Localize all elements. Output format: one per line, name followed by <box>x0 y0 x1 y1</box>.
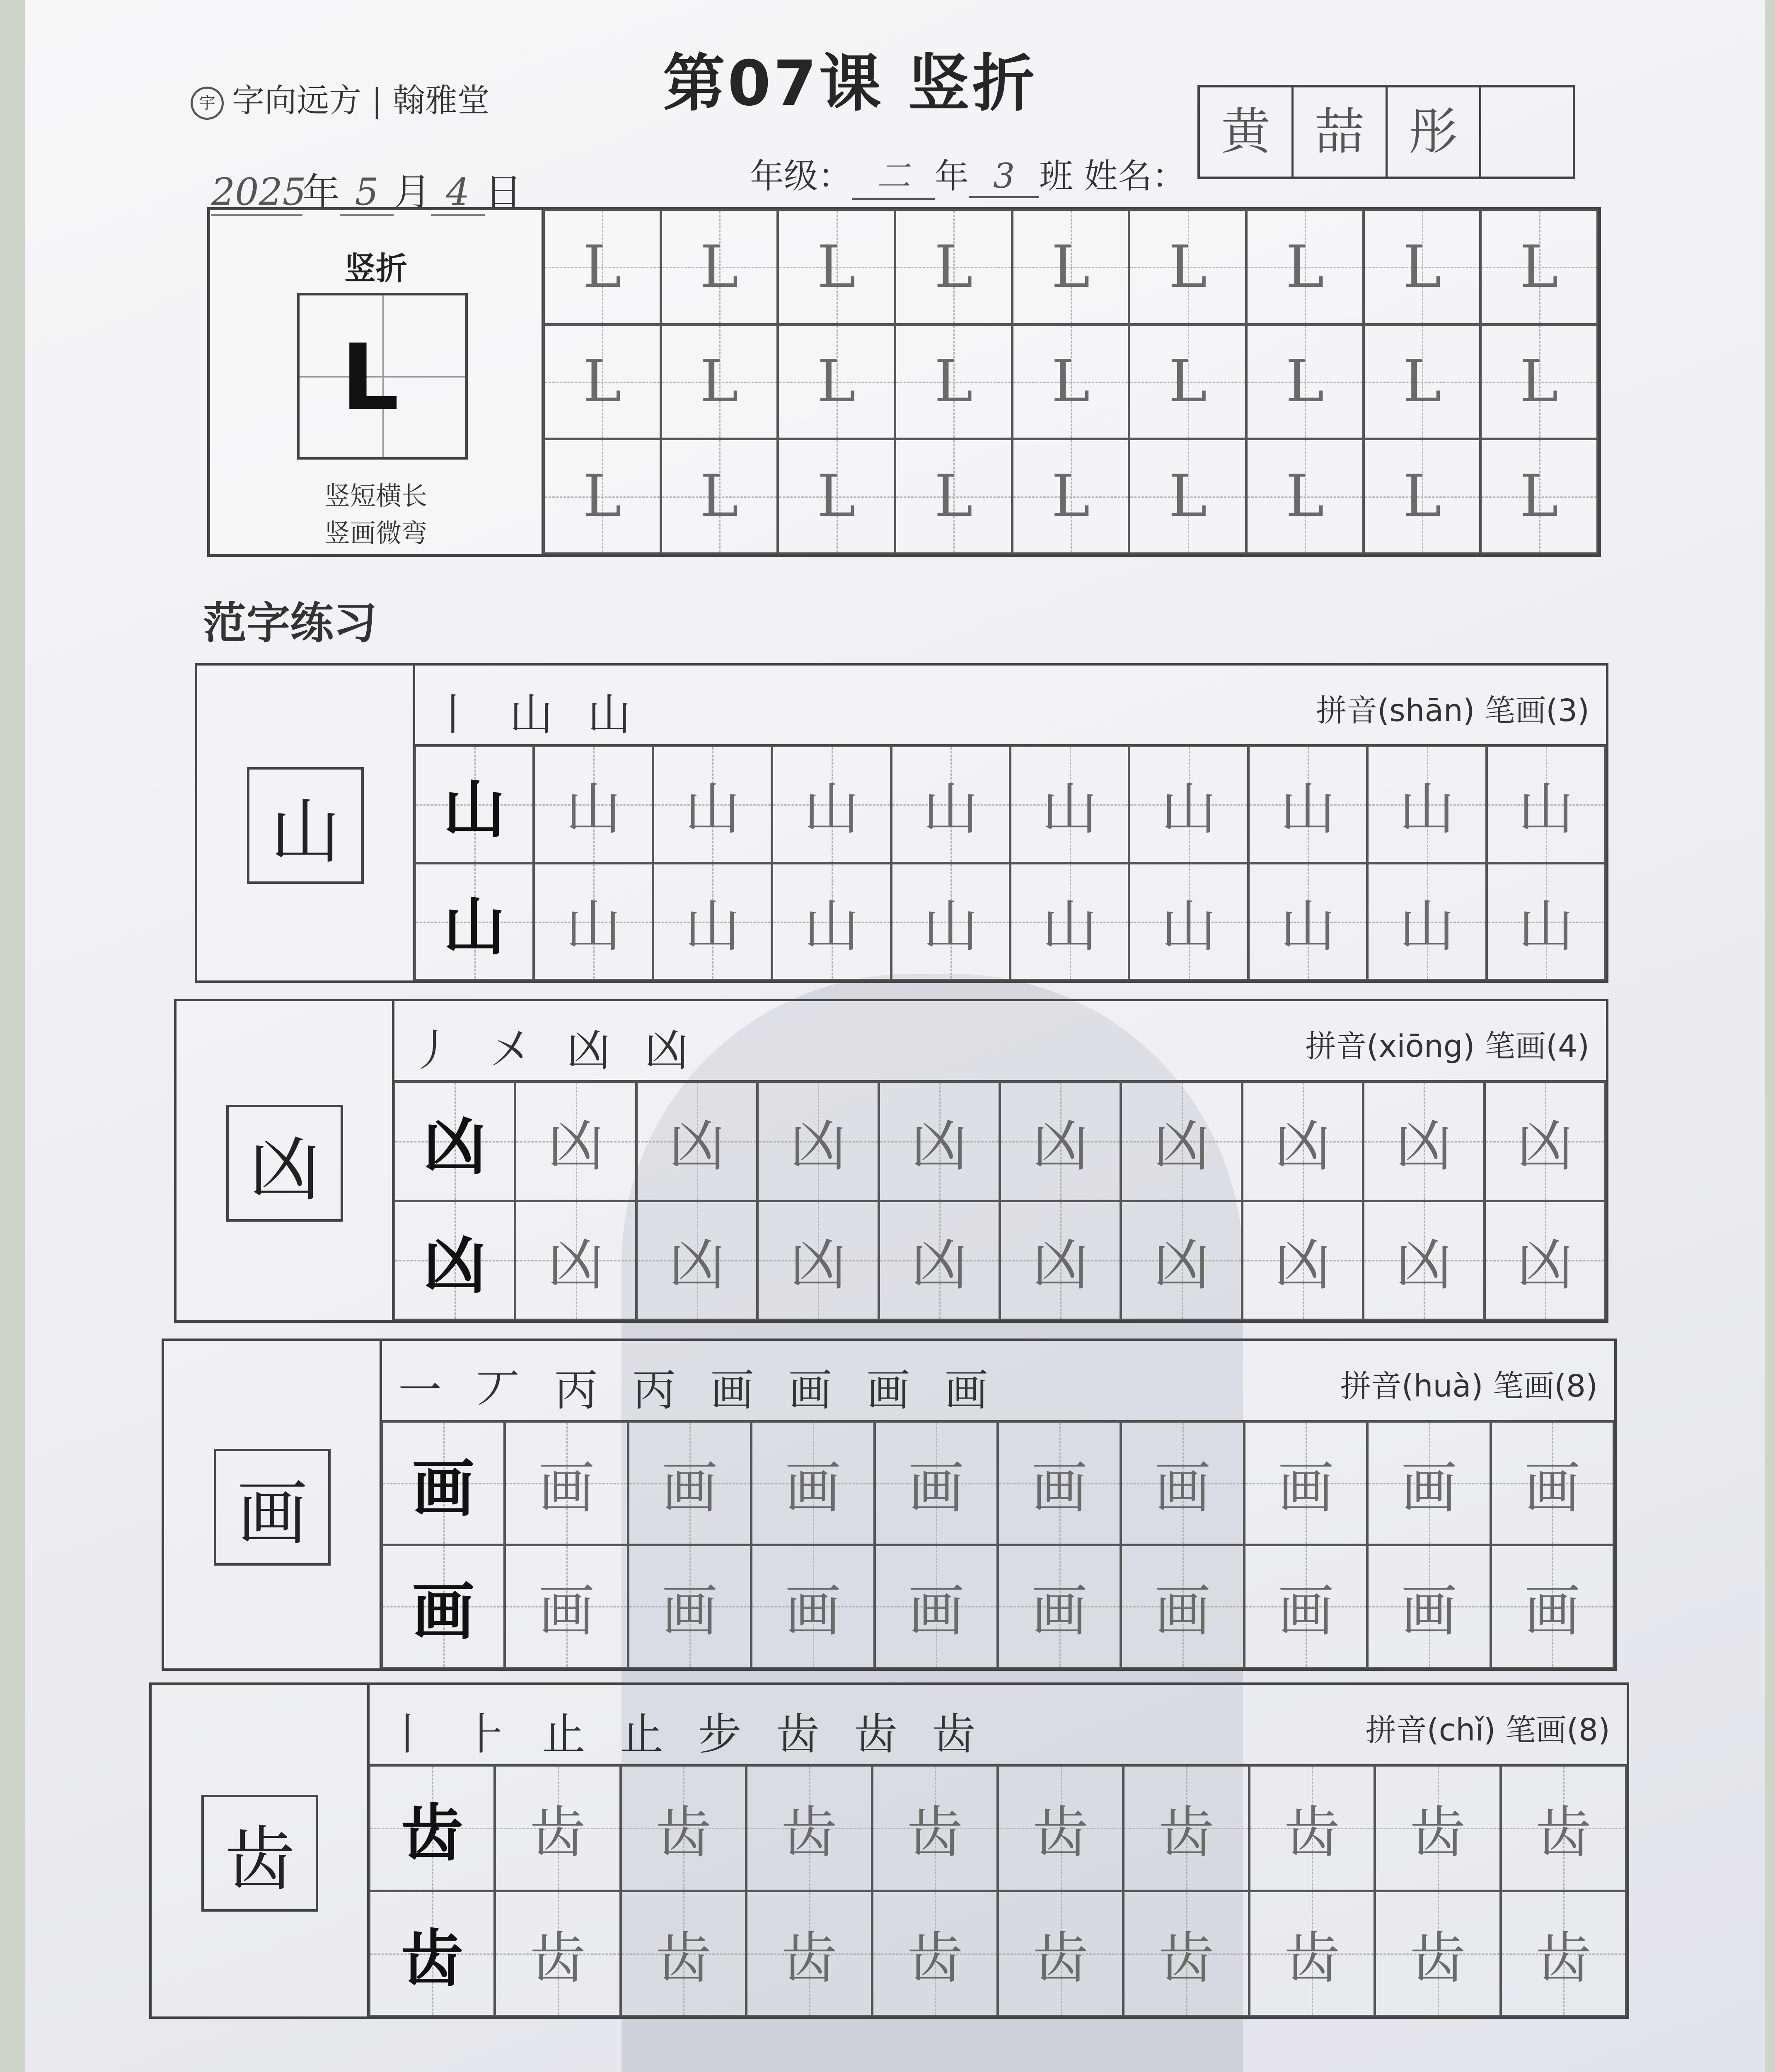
handwritten-stroke: L <box>1285 462 1324 530</box>
handwritten-character: 凶 <box>669 1232 725 1298</box>
practice-cell <box>515 1201 636 1321</box>
handwritten-character: 画 <box>1401 1455 1457 1520</box>
stroke-order: 丨 山 山 <box>431 690 641 740</box>
practice-cell <box>874 1544 998 1669</box>
practice-cell <box>1486 863 1606 981</box>
practice-cell <box>1480 324 1598 440</box>
practice-cell <box>1242 1201 1364 1321</box>
handwritten-stroke: L <box>1051 233 1090 301</box>
practice-cell <box>771 863 891 981</box>
handwritten-character: 齿 <box>1033 1800 1089 1866</box>
stroke-tip: 竖画微弯 <box>324 518 427 548</box>
practice-cell <box>494 1765 621 1891</box>
stroke-order-row <box>367 1685 1627 1766</box>
handwritten-character: 山 <box>922 893 979 959</box>
handwritten-stroke: L <box>934 233 973 301</box>
practice-cell <box>628 1421 752 1545</box>
handwritten-character: 齿 <box>907 1800 963 1866</box>
practice-cell <box>1120 1421 1244 1545</box>
handwritten-character: 画 <box>538 1455 595 1520</box>
handwritten-character: 凶 <box>548 1232 604 1298</box>
handwritten-stroke: L <box>1168 348 1207 416</box>
pinyin-strokes-info: 拼音(huà) 笔画(8) <box>1340 1368 1598 1404</box>
practice-cell <box>1374 1765 1501 1891</box>
name-box <box>1481 87 1573 177</box>
practice-cell <box>895 438 1013 554</box>
handwritten-stroke: L <box>583 233 621 301</box>
practice-cell <box>1484 1081 1606 1201</box>
handwritten-stroke: L <box>934 348 973 416</box>
practice-cell <box>1129 746 1248 864</box>
practice-cell <box>1120 1081 1242 1201</box>
stroke-order: 丨 ⺊ 止 止 步 齿 齿 齿 <box>386 1709 986 1760</box>
practice-cell <box>620 1765 747 1891</box>
sample-character: 齿 <box>201 1795 318 1912</box>
handwritten-character: 凶 <box>669 1113 725 1179</box>
handwritten-character: 齿 <box>907 1925 963 1991</box>
practice-cell <box>1500 1765 1627 1891</box>
practice-cell <box>777 438 895 554</box>
handwritten-character: 山 <box>1518 893 1574 959</box>
practice-cell <box>1129 209 1247 325</box>
handwritten-stroke: L <box>1520 233 1559 301</box>
stroke-demo-glyph: L <box>341 324 399 431</box>
character-practice-grid <box>370 1766 1627 2016</box>
handwritten-character: 齿 <box>1158 1925 1214 1991</box>
handwritten-stroke: L <box>1403 462 1441 530</box>
practice-cell <box>1367 1421 1491 1545</box>
practice-cell <box>504 1544 628 1669</box>
handwritten-character: 凶 <box>1032 1113 1088 1179</box>
handwritten-character: 齿 <box>1410 1925 1466 1991</box>
practice-cell <box>504 1421 628 1545</box>
practice-cell <box>1363 209 1481 325</box>
practice-cell <box>874 1421 998 1545</box>
practice-cell <box>751 1421 875 1545</box>
pinyin-strokes-info: 拼音(xiōng) 笔画(4) <box>1305 1029 1589 1064</box>
practice-cell <box>1123 1765 1249 1891</box>
practice-cell <box>1246 438 1364 554</box>
handwritten-stroke: L <box>583 348 621 416</box>
date-day: 4 <box>431 170 485 216</box>
handwritten-character: 山 <box>1042 893 1098 959</box>
practice-cell <box>381 1544 505 1669</box>
practice-cell <box>878 1081 1000 1201</box>
model-character: 画 <box>412 1452 474 1525</box>
practice-cell <box>1486 746 1606 864</box>
practice-cell <box>1246 209 1364 325</box>
practice-cell <box>771 746 891 864</box>
practice-cell <box>997 1544 1121 1669</box>
grade-class-line: 年级： 二 年 3 班 姓名： <box>750 149 1186 200</box>
sample-character: 凶 <box>226 1105 343 1222</box>
practice-cell <box>1010 863 1129 981</box>
handwritten-character: 齿 <box>655 1925 711 1991</box>
practice-cell <box>543 324 661 440</box>
brand-text: 字向远方 | 翰雅堂 <box>232 82 490 119</box>
practice-cell <box>1123 1890 1249 2017</box>
practice-cell <box>494 1890 621 2017</box>
handwritten-stroke: L <box>934 462 973 530</box>
handwritten-stroke: L <box>1403 348 1441 416</box>
handwritten-character: 凶 <box>1517 1113 1573 1179</box>
practice-cell <box>660 209 779 325</box>
model-character: 画 <box>412 1575 474 1648</box>
character-sample-panel <box>152 1685 370 2016</box>
handwritten-stroke: L <box>1168 462 1207 530</box>
practice-cell <box>543 438 661 554</box>
practice-cell <box>1500 1890 1627 2017</box>
date-year: 2025 <box>211 170 302 216</box>
handwritten-stroke: L <box>700 233 739 301</box>
handwritten-character: 山 <box>565 777 621 842</box>
character-block <box>162 1339 1617 1671</box>
practice-cell <box>414 746 534 864</box>
handwritten-character: 凶 <box>1154 1113 1210 1179</box>
handwritten-character: 齿 <box>1410 1800 1466 1866</box>
practice-cell <box>777 324 895 440</box>
practice-cell <box>1012 438 1130 554</box>
practice-cell <box>997 1421 1121 1545</box>
class-field: 3 <box>969 157 1039 198</box>
practice-cell <box>746 1765 872 1891</box>
practice-cell <box>1120 1201 1242 1321</box>
character-practice-grid <box>415 746 1606 980</box>
handwritten-character: 画 <box>1031 1455 1088 1520</box>
handwritten-character: 齿 <box>781 1925 837 1991</box>
practice-cell <box>1363 1081 1485 1201</box>
practice-cell <box>751 1544 875 1669</box>
handwritten-character: 画 <box>908 1455 964 1520</box>
sample-character: 山 <box>247 767 364 884</box>
handwritten-stroke: L <box>1403 233 1441 301</box>
practice-cell <box>381 1421 505 1545</box>
handwritten-character: 画 <box>1154 1578 1211 1644</box>
handwritten-character: 山 <box>1518 777 1574 842</box>
model-character: 山 <box>443 890 505 963</box>
handwritten-character: 画 <box>1401 1578 1457 1644</box>
handwritten-character: 山 <box>684 893 740 959</box>
practice-cell <box>533 863 653 981</box>
stroke-order-row <box>413 666 1606 746</box>
handwritten-character: 山 <box>1161 777 1217 842</box>
practice-cell <box>1129 324 1247 440</box>
handwritten-character: 画 <box>661 1578 718 1644</box>
stroke-demo-box <box>297 293 468 460</box>
practice-cell <box>746 1890 872 2017</box>
practice-cell <box>1120 1544 1244 1669</box>
handwritten-stroke: L <box>1051 462 1090 530</box>
practice-cell <box>895 324 1013 440</box>
handwritten-character: 齿 <box>781 1800 837 1866</box>
practice-cell <box>394 1081 515 1201</box>
brand-seal: 宇 <box>191 87 224 120</box>
stroke-practice-panel <box>207 207 1601 557</box>
lesson-title: 第07课 竖折 <box>663 48 1037 120</box>
practice-cell <box>1374 1890 1501 2017</box>
practice-cell <box>628 1544 752 1669</box>
stroke-name: 竖折 <box>344 250 407 287</box>
practice-cell <box>999 1201 1121 1321</box>
handwritten-character: 画 <box>1277 1578 1334 1644</box>
practice-cell <box>543 209 661 325</box>
practice-cell <box>1246 324 1364 440</box>
handwritten-character: 山 <box>1279 777 1336 842</box>
handwritten-character: 齿 <box>1284 1925 1340 1991</box>
handwritten-stroke: L <box>817 348 856 416</box>
practice-cell <box>1012 209 1130 325</box>
stroke-order-row <box>380 1341 1614 1422</box>
practice-cell <box>1367 1544 1491 1669</box>
practice-cell <box>891 746 1011 864</box>
sample-character: 画 <box>214 1449 331 1566</box>
practice-cell <box>636 1201 758 1321</box>
name-box: 喆 <box>1294 87 1387 177</box>
stroke-practice-grid <box>544 210 1598 554</box>
handwritten-character: 画 <box>1154 1455 1211 1520</box>
practice-cell <box>1248 746 1368 864</box>
practice-cell <box>997 1765 1124 1891</box>
model-character: 凶 <box>423 1110 486 1183</box>
date-line: 2025年 5 月 4 日 <box>211 162 522 216</box>
model-character: 凶 <box>423 1229 486 1302</box>
practice-cell <box>660 438 779 554</box>
handwritten-character: 画 <box>1031 1578 1088 1644</box>
practice-cell <box>895 209 1013 325</box>
handwritten-stroke: L <box>1051 348 1090 416</box>
practice-cell <box>757 1081 879 1201</box>
handwritten-character: 齿 <box>1535 1800 1591 1866</box>
practice-cell <box>1367 863 1487 981</box>
character-sample-panel <box>164 1341 382 1668</box>
handwritten-character: 山 <box>684 777 740 842</box>
stroke-order: 一 丆 丙 丙 画 画 画 画 <box>398 1365 999 1416</box>
practice-cell <box>620 1890 747 2017</box>
practice-cell <box>1480 438 1598 554</box>
practice-cell <box>777 209 895 325</box>
practice-cell <box>1363 1201 1485 1321</box>
character-sample-panel <box>177 1001 394 1320</box>
handwritten-character: 凶 <box>790 1232 846 1298</box>
practice-cell <box>1010 746 1129 864</box>
pinyin-strokes-info: 拼音(chǐ) 笔画(8) <box>1365 1712 1610 1748</box>
practice-cell <box>369 1765 495 1891</box>
practice-cell <box>1363 438 1481 554</box>
practice-cell <box>653 746 772 864</box>
handwritten-character: 凶 <box>911 1113 967 1179</box>
date-month: 5 <box>340 170 394 216</box>
practice-cell <box>757 1201 879 1321</box>
handwritten-character: 齿 <box>1158 1800 1214 1866</box>
handwritten-character: 山 <box>1161 893 1217 959</box>
character-practice-grid <box>394 1082 1606 1320</box>
handwritten-character: 山 <box>803 893 860 959</box>
stroke-order: 丿 㐅 凶 凶 <box>411 1025 699 1076</box>
practice-cell <box>872 1765 998 1891</box>
handwritten-character: 齿 <box>1535 1925 1591 1991</box>
brand-logo <box>191 75 490 121</box>
handwritten-character: 凶 <box>1395 1113 1452 1179</box>
practice-cell <box>1244 1421 1368 1545</box>
handwritten-character: 齿 <box>655 1800 711 1866</box>
handwritten-character: 凶 <box>1395 1232 1452 1298</box>
handwritten-character: 画 <box>785 1455 841 1520</box>
handwritten-character: 画 <box>1277 1455 1334 1520</box>
model-character: 齿 <box>401 1922 463 1995</box>
handwritten-stroke: L <box>583 462 621 530</box>
handwritten-character: 凶 <box>790 1113 846 1179</box>
practice-cell <box>1129 863 1248 981</box>
practice-cell <box>1490 1421 1614 1545</box>
practice-cell <box>660 324 779 440</box>
handwritten-stroke: L <box>1285 348 1324 416</box>
handwritten-character: 凶 <box>1154 1232 1210 1298</box>
handwritten-character: 齿 <box>1284 1800 1340 1866</box>
model-character: 齿 <box>401 1797 463 1870</box>
practice-cell <box>1490 1544 1614 1669</box>
handwritten-character: 画 <box>538 1578 595 1644</box>
pinyin-strokes-info: 拼音(shān) 笔画(3) <box>1316 693 1589 729</box>
name-box: 彤 <box>1388 87 1481 177</box>
handwritten-stroke: L <box>817 462 856 530</box>
name-field <box>1197 85 1575 179</box>
practice-cell <box>515 1081 636 1201</box>
practice-cell <box>1484 1201 1606 1321</box>
handwritten-character: 齿 <box>1033 1925 1089 1991</box>
handwritten-character: 凶 <box>911 1232 967 1298</box>
handwritten-character: 画 <box>785 1578 841 1644</box>
handwritten-character: 齿 <box>530 1925 586 1991</box>
practice-cell <box>653 863 772 981</box>
handwritten-character: 凶 <box>548 1113 604 1179</box>
handwritten-character: 山 <box>1042 777 1098 842</box>
stroke-tip: 竖短横长 <box>324 481 427 511</box>
handwritten-stroke: L <box>1520 348 1559 416</box>
character-practice-grid <box>382 1422 1614 1668</box>
character-block <box>195 663 1608 983</box>
handwritten-character: 山 <box>1279 893 1336 959</box>
name-box: 黄 <box>1200 87 1294 177</box>
practice-cell <box>1480 209 1598 325</box>
practice-cell <box>1012 324 1130 440</box>
practice-cell <box>878 1201 1000 1321</box>
practice-cell <box>1249 1890 1375 2017</box>
practice-cell <box>999 1081 1121 1201</box>
handwritten-character: 山 <box>1399 777 1455 842</box>
handwritten-character: 齿 <box>530 1800 586 1866</box>
handwritten-character: 山 <box>922 777 979 842</box>
handwritten-stroke: L <box>1520 462 1559 530</box>
section-title: 范字练习 <box>203 598 377 649</box>
handwritten-stroke: L <box>700 462 739 530</box>
stroke-order-row <box>392 1001 1606 1082</box>
practice-cell <box>872 1890 998 2017</box>
practice-cell <box>533 746 653 864</box>
practice-cell <box>1242 1081 1364 1201</box>
handwritten-character: 凶 <box>1517 1232 1573 1298</box>
practice-cell <box>1249 1765 1375 1891</box>
character-block <box>149 1682 1629 2019</box>
handwritten-character: 凶 <box>1032 1232 1088 1298</box>
practice-cell <box>636 1081 758 1201</box>
stroke-intro <box>210 210 544 554</box>
practice-cell <box>369 1890 495 2017</box>
handwritten-stroke: L <box>1285 233 1324 301</box>
handwritten-character: 画 <box>908 1578 964 1644</box>
practice-cell <box>1248 863 1368 981</box>
practice-cell <box>1367 746 1487 864</box>
character-sample-panel <box>197 666 415 980</box>
practice-cell <box>1244 1544 1368 1669</box>
handwritten-character: 画 <box>661 1455 718 1520</box>
practice-cell <box>891 863 1011 981</box>
handwritten-character: 画 <box>1524 1578 1580 1644</box>
practice-cell <box>997 1890 1124 2017</box>
character-block <box>174 999 1608 1323</box>
handwritten-character: 画 <box>1524 1455 1580 1520</box>
handwritten-character: 凶 <box>1274 1232 1331 1298</box>
handwritten-character: 山 <box>1399 893 1455 959</box>
practice-cell <box>1129 438 1247 554</box>
handwritten-stroke: L <box>700 348 739 416</box>
practice-cell <box>394 1201 515 1321</box>
handwritten-stroke: L <box>1168 233 1207 301</box>
grade-field: 二 <box>852 149 935 200</box>
practice-cell <box>414 863 534 981</box>
handwritten-stroke: L <box>817 233 856 301</box>
model-character: 山 <box>443 773 505 847</box>
handwritten-character: 山 <box>565 893 621 959</box>
handwritten-character: 凶 <box>1274 1113 1331 1179</box>
practice-cell <box>1363 324 1481 440</box>
handwritten-character: 山 <box>803 777 860 842</box>
